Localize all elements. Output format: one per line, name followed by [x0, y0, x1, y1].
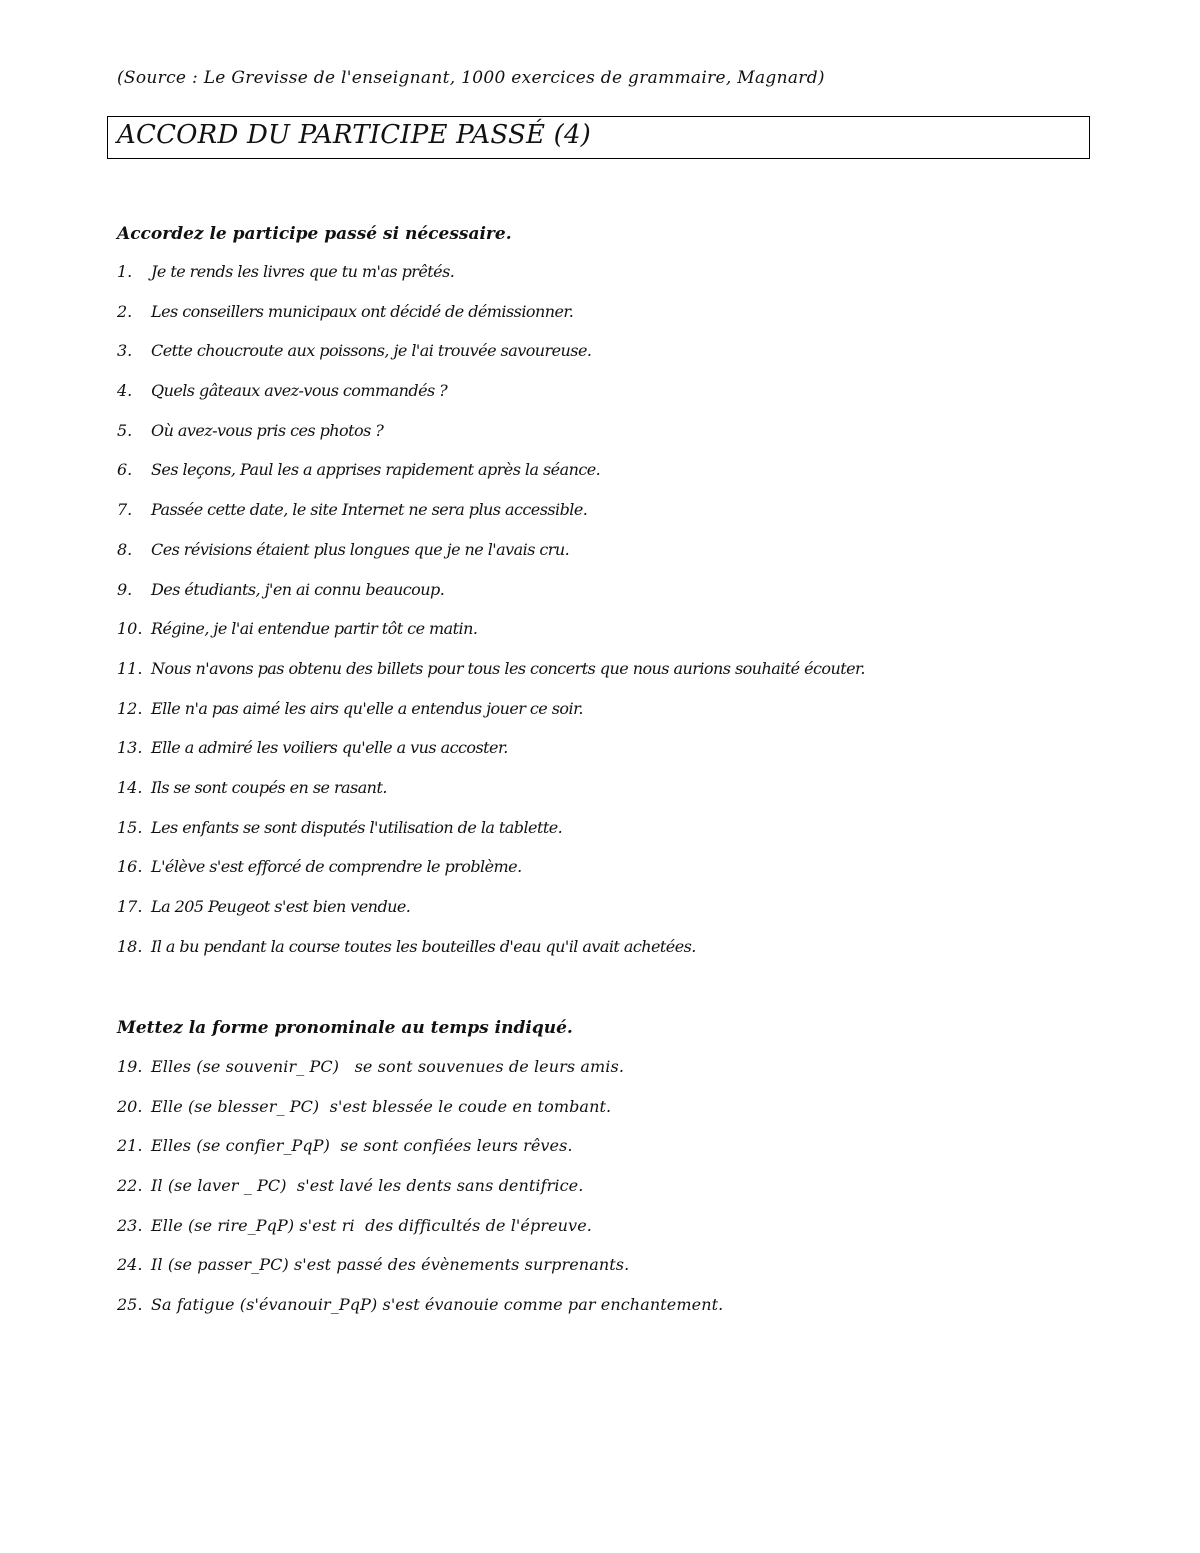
item-sentence: Ils se sont coupés en se rasant.	[151, 777, 387, 797]
item-number: 4.	[117, 381, 133, 401]
exercise-item-24	[117, 1255, 723, 1295]
exercise-item-14	[117, 778, 865, 818]
item-sentence: Nous n'avons pas obtenu des billets pour tous les concerts que nous aurions souhaité écouter.	[151, 658, 865, 678]
title-box	[107, 116, 1090, 159]
exercise-item-17	[117, 897, 865, 937]
exercise-item-4	[117, 381, 865, 421]
item-sentence: Elle (se rire_PqP) s'est ri des difficultés de l'épreuve.	[151, 1215, 592, 1235]
exercise-item-11	[117, 659, 865, 699]
item-number: 5.	[117, 420, 133, 440]
item-sentence: Il a bu pendant la course toutes les bouteilles d'eau qu'il avait achetées.	[151, 936, 696, 956]
item-number: 14.	[117, 777, 143, 797]
item-number: 9.	[117, 579, 133, 599]
exercise-item-6	[117, 460, 865, 500]
item-sentence: La 205 Peugeot s'est bien vendue.	[151, 897, 411, 916]
item-number: 8.	[117, 539, 133, 559]
exercise-item-16	[117, 857, 865, 897]
item-number: 11.	[117, 658, 143, 678]
section-heading-pronominal: Mettez la forme pronominale au temps indiqué.	[117, 1018, 573, 1038]
exercise-item-10	[117, 619, 865, 659]
item-sentence: Des étudiants, j'en ai connu beaucoup.	[151, 579, 445, 599]
item-number: 16.	[117, 857, 143, 877]
item-number: 20.	[117, 1096, 143, 1116]
exercise-item-18	[117, 937, 865, 977]
item-sentence: Elles (se confier_PqP) se sont confiées leurs rêves.	[151, 1136, 573, 1156]
exercise-list-agreement	[117, 262, 865, 976]
item-number: 10.	[117, 619, 143, 639]
exercise-list-pronominal	[117, 1057, 723, 1335]
item-sentence: Ces révisions étaient plus longues que je ne l'avais cru.	[151, 539, 570, 559]
page-title: ACCORD DU PARTICIPE PASSÉ (4)	[117, 120, 592, 150]
source-citation: (Source : Le Grevisse de l'enseignant, 1000 exercices de grammaire, Magnard)	[117, 68, 825, 88]
item-number: 25.	[117, 1295, 143, 1315]
exercise-item-8	[117, 540, 865, 580]
item-number: 7.	[117, 500, 133, 520]
item-number: 23.	[117, 1215, 143, 1235]
item-number: 17.	[117, 897, 143, 916]
item-sentence: Il (se passer_PC) s'est passé des évènements surprenants.	[151, 1255, 630, 1275]
item-sentence: Elles (se souvenir_ PC) se sont souvenues de leurs amis.	[151, 1057, 625, 1076]
item-number: 13.	[117, 738, 143, 758]
exercise-item-15	[117, 818, 865, 858]
exercise-item-22	[117, 1176, 723, 1216]
item-number: 22.	[117, 1176, 143, 1196]
item-number: 24.	[117, 1255, 143, 1275]
item-sentence: Les enfants se sont disputés l'utilisation de la tablette.	[151, 817, 563, 837]
exercise-item-2	[117, 302, 865, 342]
item-sentence: Je te rends les livres que tu m'as prêtés.	[151, 262, 455, 281]
item-sentence: Elle a admiré les voiliers qu'elle a vus accoster.	[151, 738, 508, 758]
item-number: 15.	[117, 817, 143, 837]
item-number: 1.	[117, 262, 133, 281]
exercise-item-9	[117, 580, 865, 620]
item-number: 6.	[117, 460, 133, 480]
exercise-item-20	[117, 1097, 723, 1137]
exercise-item-3	[117, 341, 865, 381]
exercise-item-23	[117, 1216, 723, 1256]
item-sentence: Elle n'a pas aimé les airs qu'elle a entendus jouer ce soir.	[151, 698, 583, 718]
section-heading-agreement: Accordez le participe passé si nécessaire.	[117, 224, 512, 244]
item-sentence: Il (se laver _ PC) s'est lavé les dents sans dentifrice.	[151, 1176, 584, 1196]
exercise-item-5	[117, 421, 865, 461]
item-sentence: Régine, je l'ai entendue partir tôt ce matin.	[151, 619, 478, 639]
item-sentence: L'élève s'est efforcé de comprendre le problème.	[151, 857, 522, 877]
item-sentence: Passée cette date, le site Internet ne sera plus accessible.	[151, 500, 588, 520]
item-number: 2.	[117, 301, 133, 321]
exercise-item-19	[117, 1057, 723, 1097]
item-number: 21.	[117, 1136, 143, 1156]
exercise-item-25	[117, 1295, 723, 1335]
item-number: 19.	[117, 1057, 143, 1076]
item-sentence: Quels gâteaux avez-vous commandés ?	[151, 381, 448, 401]
item-sentence: Elle (se blesser_ PC) s'est blessée le coude en tombant.	[151, 1096, 612, 1116]
item-sentence: Cette choucroute aux poissons, je l'ai trouvée savoureuse.	[151, 341, 592, 361]
exercise-item-21	[117, 1136, 723, 1176]
exercise-item-7	[117, 500, 865, 540]
item-sentence: Sa fatigue (s'évanouir_PqP) s'est évanouie comme par enchantement.	[151, 1295, 724, 1315]
item-number: 18.	[117, 936, 143, 956]
exercise-item-12	[117, 699, 865, 739]
item-number: 12.	[117, 698, 143, 718]
exercise-item-13	[117, 738, 865, 778]
item-sentence: Où avez-vous pris ces photos ?	[151, 420, 384, 440]
item-number: 3.	[117, 341, 133, 361]
item-sentence: Les conseillers municipaux ont décidé de démissionner.	[151, 301, 574, 321]
item-sentence: Ses leçons, Paul les a apprises rapidement après la séance.	[151, 460, 601, 480]
exercise-item-1	[117, 262, 865, 302]
